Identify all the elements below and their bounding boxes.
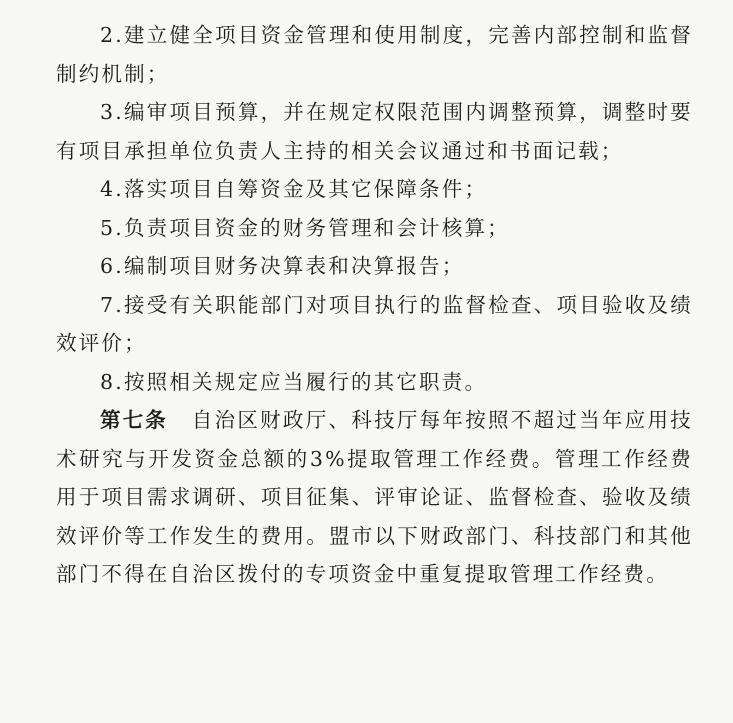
clause-7: 7.接受有关职能部门对项目执行的监督检查、项目验收及绩效评价； [56,292,693,355]
clause-3: 3.编审项目预算，并在规定权限范围内调整预算，调整时要有项目承担单位负责人主持的相关会议通过和书面记载； [56,100,693,163]
clause-2: 2.建立健全项目资金管理和使用制度，完善内部控制和监督制约机制； [56,23,693,86]
article-7-body: 自治区财政厅、科技厅每年按照不超过当年应用技术研究与开发资金总额的3%提取管理工作经费。管理工作经费用于项目需求调研、项目征集、评审论证、监督检查、验收及绩效评价等工作发生的费用。盟市以下财政部门、科技部门和其他部门不得在自治区拨付的专项资金中重复提取管理工作经费。 [56,408,693,586]
clause-4: 4.落实项目自筹资金及其它保障条件； [100,177,488,201]
article-7-title: 第七条 [100,408,168,432]
article-7-paragraph [56,401,693,594]
clause-8: 8.按照相关规定应当履行的其它职责。 [100,369,488,394]
clause-6: 6.编制项目财务决算表和决算报告； [100,254,465,278]
clause-5: 5.负责项目资金的财务管理和会计核算； [100,215,510,240]
